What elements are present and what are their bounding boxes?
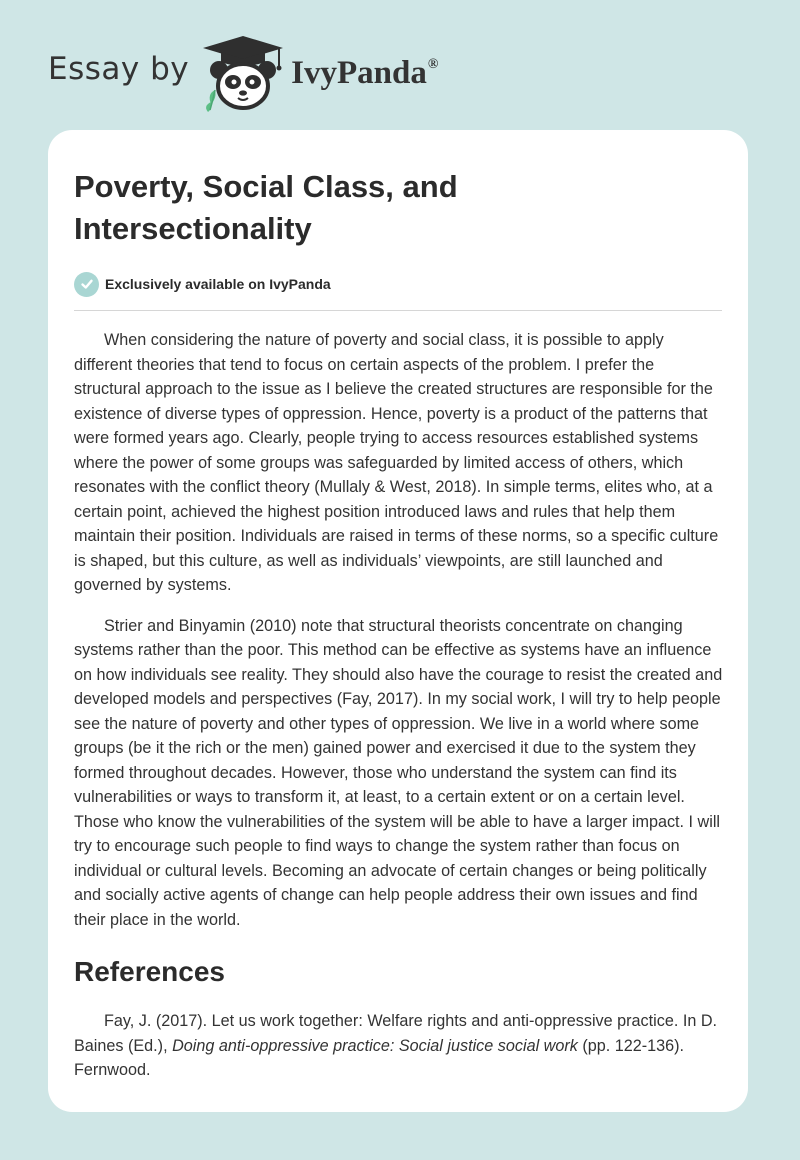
brand-name[interactable]: IvyPanda®: [291, 54, 439, 91]
essay-card: [48, 130, 748, 1112]
body-paragraph: When considering the nature of poverty and social class, it is possible to apply different theories that tend to focus on certain aspects of the problem. I prefer the structural approach to the issue as I believe the created structures are responsible for the existence of diverse types of oppression. Hence, poverty is a product of the patterns that were formed years ago. Clearly, people trying to access resources established systems where the power of some groups was safeguarded by limited access of others, which resonates with the conflict theory (Mullaly & West, 2018). In simple terms, elites who, at a certain point, achieved the highest position introduced laws and rules that help them maintain their position. Individuals are raised in terms of these norms, so a specific culture is shaped, but this culture, as well as individuals’ viewpoints, are still launched and governed by systems.: [74, 331, 719, 594]
references-heading: References: [74, 956, 225, 987]
reference-text: (pp. 122-136). Fernwood.: [74, 1036, 685, 1079]
reference-item: [74, 1009, 724, 1083]
exclusive-badge: [74, 270, 722, 298]
divider: [74, 310, 722, 311]
page-title: Poverty, Social Class, and Intersectionality: [74, 169, 458, 246]
panda-graduation-cap-icon[interactable]: [199, 32, 287, 112]
essay-by-label: Essay by: [48, 51, 190, 87]
exclusive-label: Exclusively available on IvyPanda: [105, 276, 331, 292]
reference-text: Fay, J. (2017). Let us work together: Welfare rights and anti-oppressive practice. In D. Baines (Ed.),: [74, 1012, 718, 1055]
check-circle-icon: [74, 272, 99, 297]
registered-mark: ®: [427, 56, 439, 72]
site-header: [48, 32, 508, 112]
body-paragraph: Strier and Binyamin (2010) note that structural theorists concentrate on changing systems rather than the poor. This method can be effective as systems have an influence on how individuals see reality. They should also have the courage to resist the created and developed models and perspectives (Fay, 2017). In my social work, I will try to help people see the nature of poverty and other types of oppression. We live in a world where some groups (be it the rich or the men) gained power and exercised it due to the system they formed throughout decades. However, those who understand the system can find its vulnerabilities or ways to transform it, at least, to a certain extent or on a certain level. Those who know the vulnerabilities of the system will be able to have a larger impact. I will try to encourage such people to find ways to change the system rather than focus on individual or cultural levels. Becoming an advocate of certain changes or being politically and socially active agents of change can help people address their own issues and find their place in the world.: [74, 616, 723, 929]
reference-title: Doing anti-oppressive practice: Social justice social work: [172, 1036, 578, 1055]
